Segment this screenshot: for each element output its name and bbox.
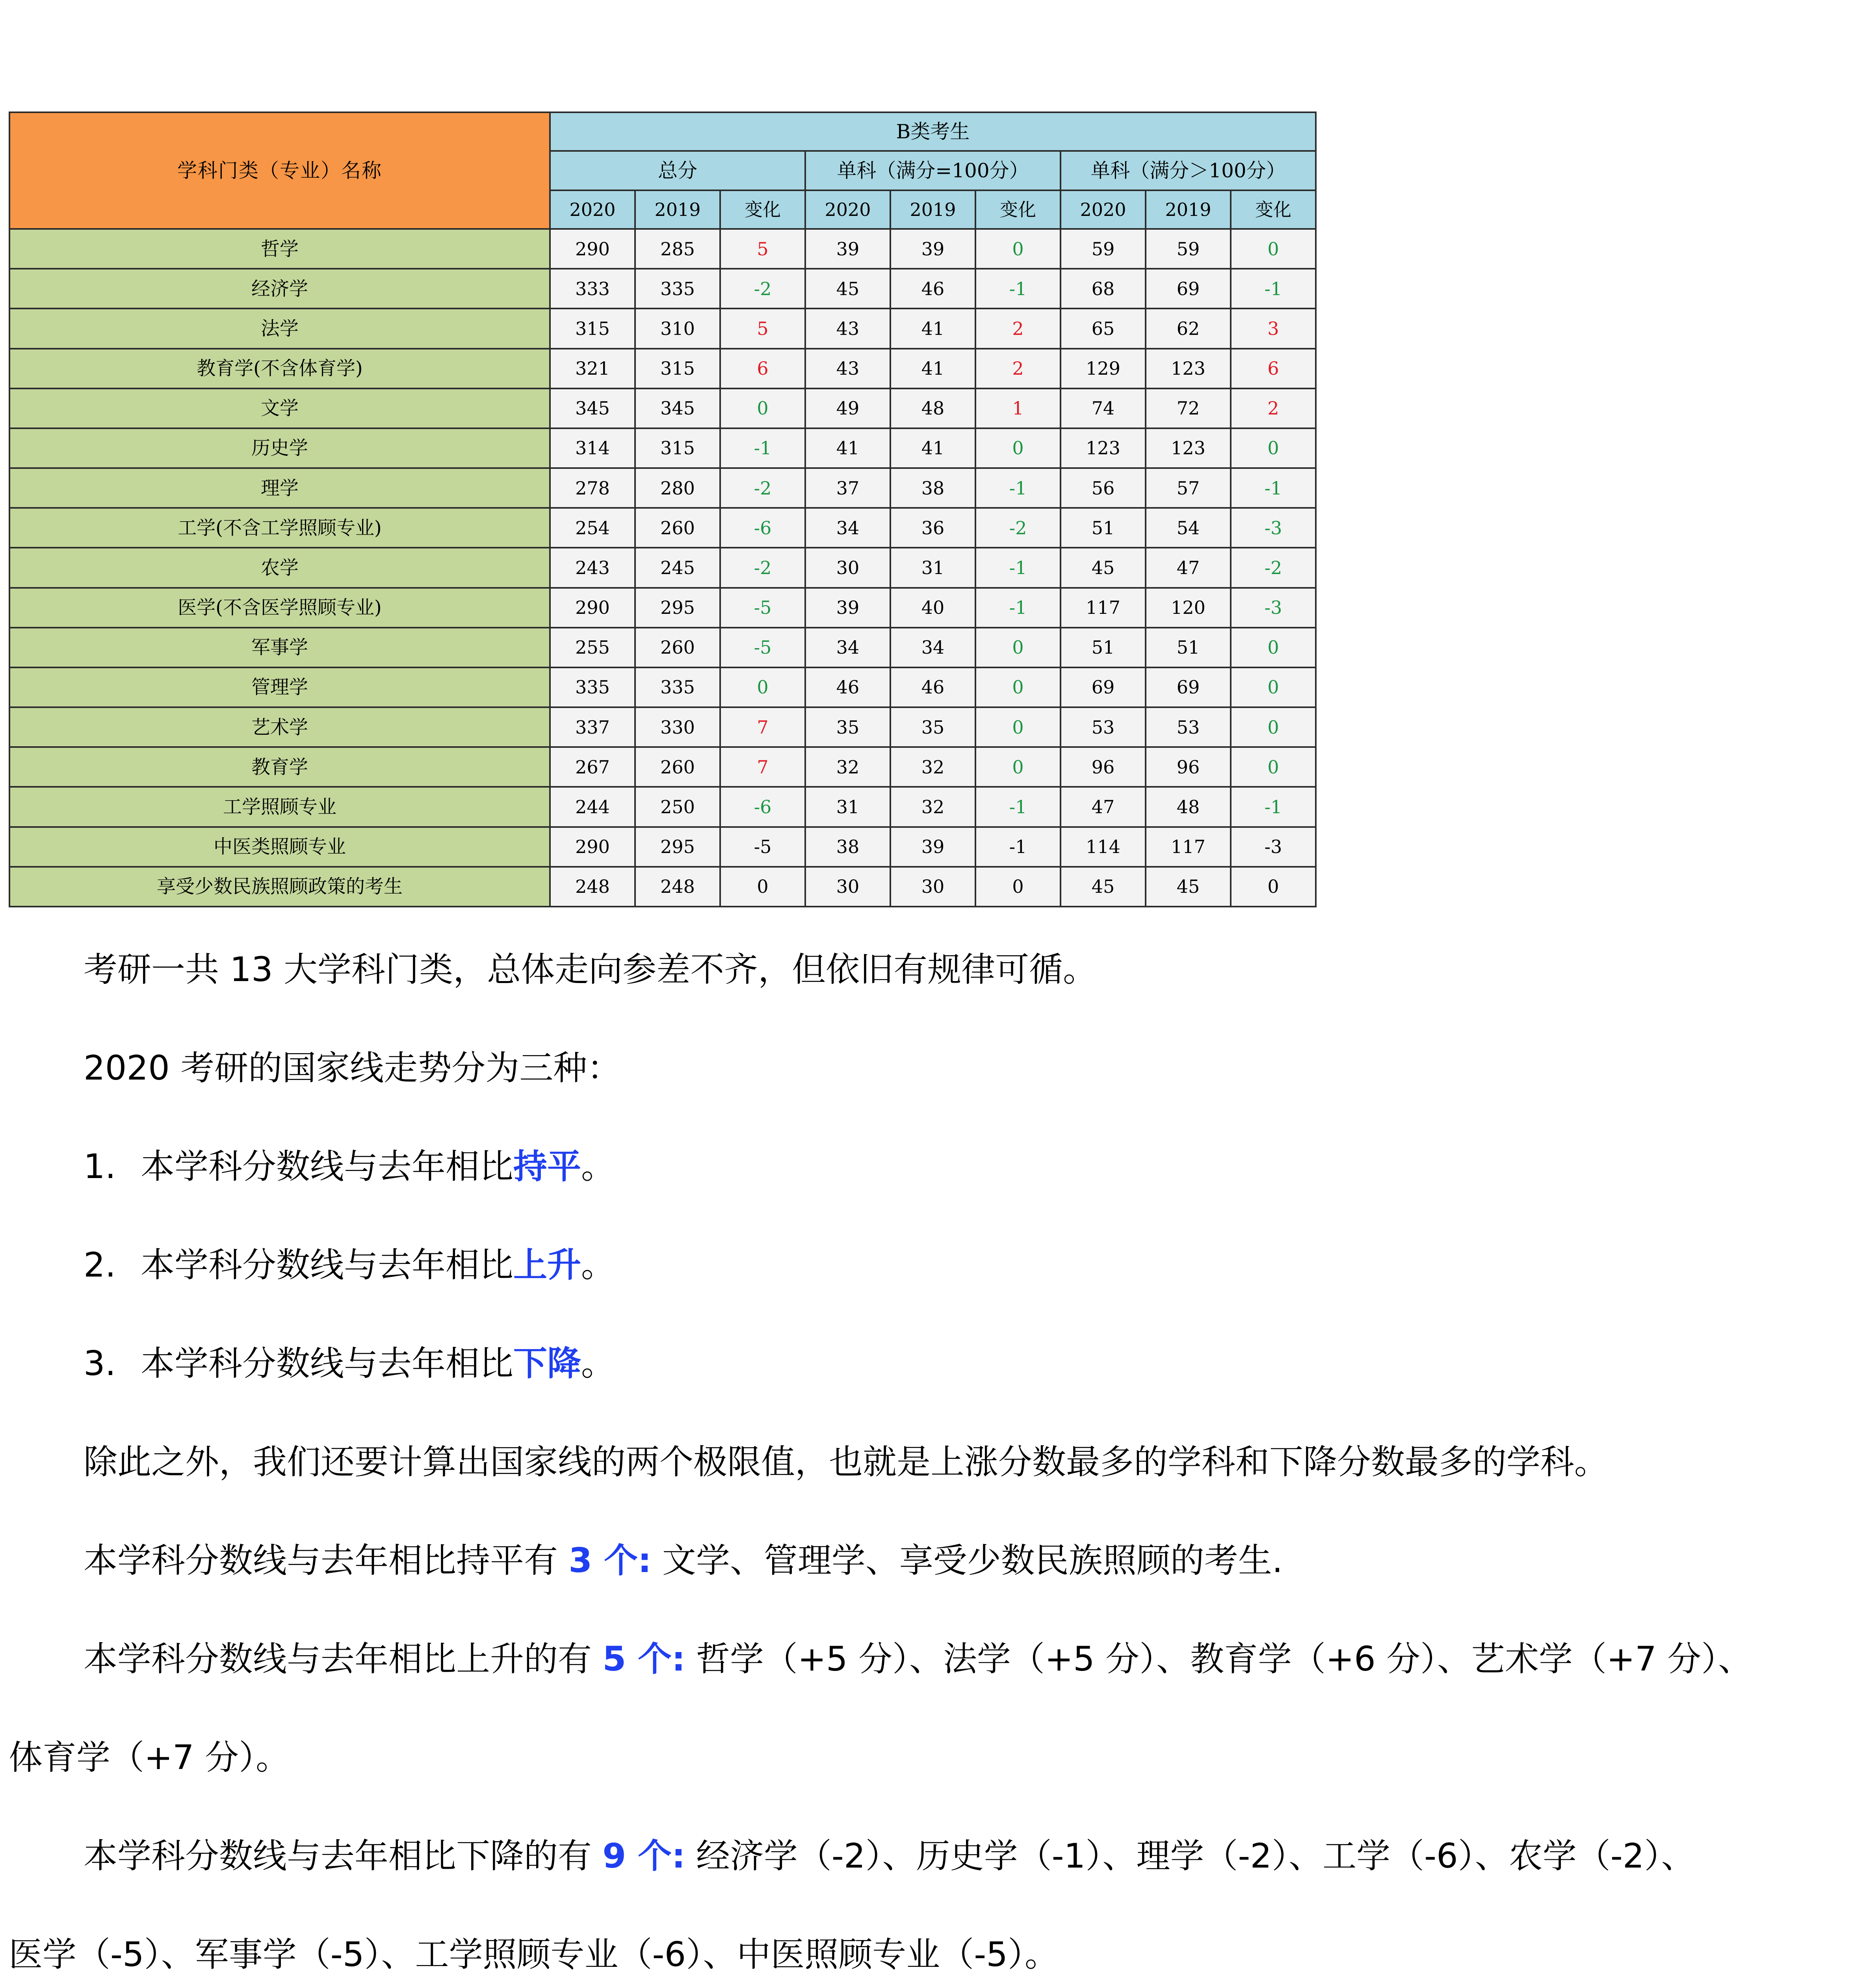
score-cell: 333 (550, 269, 635, 309)
paragraph-down-continued: 医学（-5）、军事学（-5）、工学照顾专业（-6）、中医照顾专业（-5）。 (9, 1935, 1059, 1970)
score-cell: 290 (550, 827, 635, 867)
score-cell: 41 (805, 428, 890, 468)
table-row (9, 667, 1316, 707)
table-row (9, 827, 1316, 867)
score-cell: 31 (890, 548, 975, 587)
change-cell: 5 (720, 309, 805, 348)
subject-cell: 军事学 (9, 628, 550, 667)
table-row (9, 707, 1316, 747)
score-cell: 65 (1061, 309, 1146, 348)
score-cell: 39 (805, 229, 890, 269)
score-cell: 41 (890, 428, 975, 468)
score-cell: 335 (635, 269, 720, 309)
score-cell: 314 (550, 428, 635, 468)
score-cell: 260 (635, 628, 720, 667)
change-cell: -2 (720, 468, 805, 508)
change-cell: -1 (975, 787, 1061, 827)
paragraph-flat-count (9, 1541, 1860, 1580)
subject-cell: 艺术学 (9, 707, 550, 747)
table-row (9, 508, 1316, 548)
score-cell: 46 (805, 667, 890, 707)
score-cell: 74 (1061, 388, 1146, 428)
score-cell: 45 (1061, 548, 1146, 587)
score-cell: 69 (1146, 667, 1231, 707)
change-cell: 3 (1231, 309, 1316, 348)
change-cell: 1 (975, 388, 1061, 428)
score-cell: 345 (635, 388, 720, 428)
score-cell: 62 (1146, 309, 1231, 348)
score-cell: 280 (635, 468, 720, 508)
score-cell: 255 (550, 628, 635, 667)
table-row (9, 269, 1316, 309)
score-cell: 36 (890, 508, 975, 548)
change-cell: 2 (1231, 388, 1316, 428)
change-cell: -2 (720, 269, 805, 309)
change-cell: -1 (975, 269, 1061, 309)
change-cell: 0 (1231, 628, 1316, 667)
table-row (9, 747, 1316, 787)
change-cell: 0 (1231, 229, 1316, 269)
score-cell: 260 (635, 747, 720, 787)
list-number: 3. (84, 1344, 116, 1383)
category-header: B类考生 (550, 112, 1316, 151)
score-cell: 46 (890, 269, 975, 309)
score-cell: 41 (890, 309, 975, 348)
score-cell: 53 (1061, 707, 1146, 747)
change-cell: 0 (975, 667, 1061, 707)
score-cell: 41 (890, 349, 975, 388)
group-header-single-over-100: 单科（满分＞100分） (1061, 151, 1316, 190)
flat-list: 文学、管理学、享受少数民族照顾的考生. (651, 1541, 1283, 1580)
score-cell: 47 (1061, 787, 1146, 827)
list-highlight: 下降 (513, 1344, 581, 1383)
table-row (9, 548, 1316, 587)
list-item-flat (9, 1147, 1860, 1186)
paragraph-intro: 考研一共 13 大学科门类，总体走向参差不齐，但依旧有规律可循。 (84, 950, 1097, 989)
score-cell: 260 (635, 508, 720, 548)
change-cell: -5 (720, 628, 805, 667)
score-cell: 48 (890, 388, 975, 428)
change-cell: -1 (1231, 269, 1316, 309)
score-cell: 59 (1146, 229, 1231, 269)
score-cell: 96 (1061, 747, 1146, 787)
score-cell: 335 (635, 667, 720, 707)
change-cell: 0 (1231, 428, 1316, 468)
change-cell: 0 (975, 707, 1061, 747)
score-cell: 56 (1061, 468, 1146, 508)
subject-column-header: 学科门类（专业）名称 (9, 112, 550, 229)
paragraph-down-count (9, 1836, 1860, 1876)
score-line-table (9, 112, 1317, 907)
group-header-total: 总分 (550, 151, 805, 190)
change-cell: 0 (975, 867, 1061, 907)
score-cell: 45 (1061, 867, 1146, 907)
score-cell: 330 (635, 707, 720, 747)
subject-cell: 文学 (9, 388, 550, 428)
score-cell: 129 (1061, 349, 1146, 388)
list-item-up (9, 1245, 1860, 1285)
score-cell: 117 (1061, 588, 1146, 628)
change-cell: 0 (720, 867, 805, 907)
up-count: 5 个: (602, 1639, 685, 1679)
score-cell: 72 (1146, 388, 1231, 428)
score-cell: 290 (550, 229, 635, 269)
score-cell: 295 (635, 588, 720, 628)
table-row (9, 229, 1316, 269)
score-cell: 123 (1146, 349, 1231, 388)
year-header: 2020 (1061, 190, 1146, 229)
year-header: 2019 (1146, 190, 1231, 229)
score-cell: 54 (1146, 508, 1231, 548)
change-cell: 0 (975, 428, 1061, 468)
change-cell: 6 (1231, 349, 1316, 388)
score-cell: 34 (805, 628, 890, 667)
year-header: 变化 (975, 190, 1061, 229)
score-cell: 69 (1146, 269, 1231, 309)
table-row (9, 867, 1316, 907)
year-header: 2020 (805, 190, 890, 229)
change-cell: -1 (975, 827, 1061, 867)
score-cell: 47 (1146, 548, 1231, 587)
score-cell: 114 (1061, 827, 1146, 867)
score-cell: 335 (550, 667, 635, 707)
table-row (9, 588, 1316, 628)
table-row (9, 468, 1316, 508)
score-cell: 290 (550, 588, 635, 628)
change-cell: 0 (720, 388, 805, 428)
score-cell: 245 (635, 548, 720, 587)
score-cell: 34 (805, 508, 890, 548)
score-cell: 250 (635, 787, 720, 827)
score-cell: 46 (890, 667, 975, 707)
flat-count: 3 个: (568, 1541, 652, 1580)
score-cell: 38 (805, 827, 890, 867)
change-cell: 0 (1231, 707, 1316, 747)
paragraph-up-continued: 体育学（+7 分）。 (9, 1738, 290, 1777)
score-cell: 51 (1146, 628, 1231, 667)
score-cell: 45 (1146, 867, 1231, 907)
subject-cell: 哲学 (9, 229, 550, 269)
subject-cell: 工学(不含工学照顾专业) (9, 508, 550, 548)
up-list: 哲学（+5 分）、法学（+5 分）、教育学（+6 分）、艺术学（+7 分）、 (685, 1639, 1752, 1679)
change-cell: -1 (975, 588, 1061, 628)
subject-cell: 教育学 (9, 747, 550, 787)
subject-cell: 法学 (9, 309, 550, 348)
table-row (9, 628, 1316, 667)
subject-cell: 管理学 (9, 667, 550, 707)
subject-cell: 历史学 (9, 428, 550, 468)
table-row (9, 349, 1316, 388)
up-lead: 本学科分数线与去年相比上升的有 (84, 1639, 603, 1679)
change-cell: 0 (1231, 747, 1316, 787)
change-cell: 2 (975, 349, 1061, 388)
score-cell: 32 (805, 747, 890, 787)
score-cell: 35 (890, 707, 975, 747)
down-list: 经济学（-2）、历史学（-1）、理学（-2）、工学（-6）、农学（-2）、 (685, 1836, 1695, 1876)
score-cell: 295 (635, 827, 720, 867)
list-text: 本学科分数线与去年相比 (141, 1245, 513, 1285)
score-cell: 321 (550, 349, 635, 388)
score-cell: 123 (1146, 428, 1231, 468)
table-row (9, 428, 1316, 468)
change-cell: 0 (720, 667, 805, 707)
change-cell: -3 (1231, 508, 1316, 548)
down-count: 9 个: (602, 1836, 685, 1876)
subject-cell: 农学 (9, 548, 550, 587)
score-cell: 34 (890, 628, 975, 667)
group-header-single-100: 单科（满分=100分） (805, 151, 1061, 190)
year-header: 2020 (550, 190, 635, 229)
score-cell: 278 (550, 468, 635, 508)
score-cell: 30 (805, 548, 890, 587)
change-cell: -1 (975, 548, 1061, 587)
score-cell: 285 (635, 229, 720, 269)
paragraph-up-count (9, 1639, 1860, 1679)
score-cell: 37 (805, 468, 890, 508)
score-cell: 315 (635, 428, 720, 468)
table-row (9, 787, 1316, 827)
down-lead: 本学科分数线与去年相比下降的有 (84, 1836, 603, 1876)
paragraph-trends: 2020 考研的国家线走势分为三种： (84, 1048, 621, 1088)
list-number: 2. (84, 1245, 116, 1285)
score-cell: 35 (805, 707, 890, 747)
subject-cell: 教育学(不含体育学) (9, 349, 550, 388)
score-cell: 45 (805, 269, 890, 309)
score-cell: 30 (890, 867, 975, 907)
score-cell: 53 (1146, 707, 1231, 747)
change-cell: -5 (720, 827, 805, 867)
score-cell: 68 (1061, 269, 1146, 309)
change-cell: 5 (720, 229, 805, 269)
score-cell: 43 (805, 309, 890, 348)
change-cell: -2 (1231, 548, 1316, 587)
score-cell: 123 (1061, 428, 1146, 468)
score-cell: 30 (805, 867, 890, 907)
score-cell: 31 (805, 787, 890, 827)
change-cell: 0 (975, 229, 1061, 269)
score-cell: 120 (1146, 588, 1231, 628)
change-cell: -5 (720, 588, 805, 628)
score-cell: 49 (805, 388, 890, 428)
score-cell: 59 (1061, 229, 1146, 269)
score-cell: 40 (890, 588, 975, 628)
score-cell: 43 (805, 349, 890, 388)
list-text: 本学科分数线与去年相比 (141, 1344, 513, 1383)
table-row (9, 309, 1316, 348)
change-cell: -3 (1231, 588, 1316, 628)
score-cell: 69 (1061, 667, 1146, 707)
score-cell: 267 (550, 747, 635, 787)
subject-cell: 享受少数民族照顾政策的考生 (9, 867, 550, 907)
year-header: 2019 (635, 190, 720, 229)
change-cell: 6 (720, 349, 805, 388)
year-header: 变化 (720, 190, 805, 229)
subject-cell: 工学照顾专业 (9, 787, 550, 827)
score-cell: 57 (1146, 468, 1231, 508)
subject-cell: 理学 (9, 468, 550, 508)
score-cell: 315 (635, 349, 720, 388)
list-text: 本学科分数线与去年相比 (141, 1147, 513, 1186)
year-header: 2019 (890, 190, 975, 229)
paragraph-extremes-intro: 除此之外，我们还要计算出国家线的两个极限值，也就是上涨分数最多的学科和下降分数最多的学科。 (84, 1442, 1608, 1482)
score-cell: 32 (890, 747, 975, 787)
score-cell: 248 (635, 867, 720, 907)
change-cell: -2 (975, 508, 1061, 548)
change-cell: 0 (1231, 867, 1316, 907)
score-cell: 32 (890, 787, 975, 827)
change-cell: 2 (975, 309, 1061, 348)
list-end: 。 (581, 1147, 615, 1186)
score-cell: 39 (890, 229, 975, 269)
score-cell: 39 (805, 588, 890, 628)
score-cell: 254 (550, 508, 635, 548)
score-cell: 310 (635, 309, 720, 348)
change-cell: -6 (720, 508, 805, 548)
score-cell: 51 (1061, 508, 1146, 548)
score-cell: 39 (890, 827, 975, 867)
change-cell: 7 (720, 747, 805, 787)
list-number: 1. (84, 1147, 116, 1186)
change-cell: 0 (975, 628, 1061, 667)
subject-cell: 中医类照顾专业 (9, 827, 550, 867)
change-cell: 0 (975, 747, 1061, 787)
flat-lead: 本学科分数线与去年相比持平有 (84, 1541, 569, 1580)
score-cell: 51 (1061, 628, 1146, 667)
change-cell: 7 (720, 707, 805, 747)
score-cell: 96 (1146, 747, 1231, 787)
list-highlight: 持平 (513, 1147, 581, 1186)
year-header: 变化 (1231, 190, 1316, 229)
change-cell: -6 (720, 787, 805, 827)
score-cell: 48 (1146, 787, 1231, 827)
list-highlight: 上升 (513, 1245, 581, 1285)
score-cell: 38 (890, 468, 975, 508)
change-cell: 0 (1231, 667, 1316, 707)
change-cell: -1 (1231, 468, 1316, 508)
subject-cell: 医学(不含医学照顾专业) (9, 588, 550, 628)
score-cell: 337 (550, 707, 635, 747)
score-cell: 248 (550, 867, 635, 907)
score-cell: 345 (550, 388, 635, 428)
score-cell: 315 (550, 309, 635, 348)
table-row (9, 388, 1316, 428)
score-cell: 117 (1146, 827, 1231, 867)
change-cell: -2 (720, 548, 805, 587)
subject-cell: 经济学 (9, 269, 550, 309)
list-item-down (9, 1344, 1860, 1383)
change-cell: -1 (975, 468, 1061, 508)
change-cell: -1 (1231, 787, 1316, 827)
change-cell: -1 (720, 428, 805, 468)
change-cell: -3 (1231, 827, 1316, 867)
score-cell: 244 (550, 787, 635, 827)
list-end: 。 (581, 1245, 615, 1285)
list-end: 。 (581, 1344, 615, 1383)
score-cell: 243 (550, 548, 635, 587)
